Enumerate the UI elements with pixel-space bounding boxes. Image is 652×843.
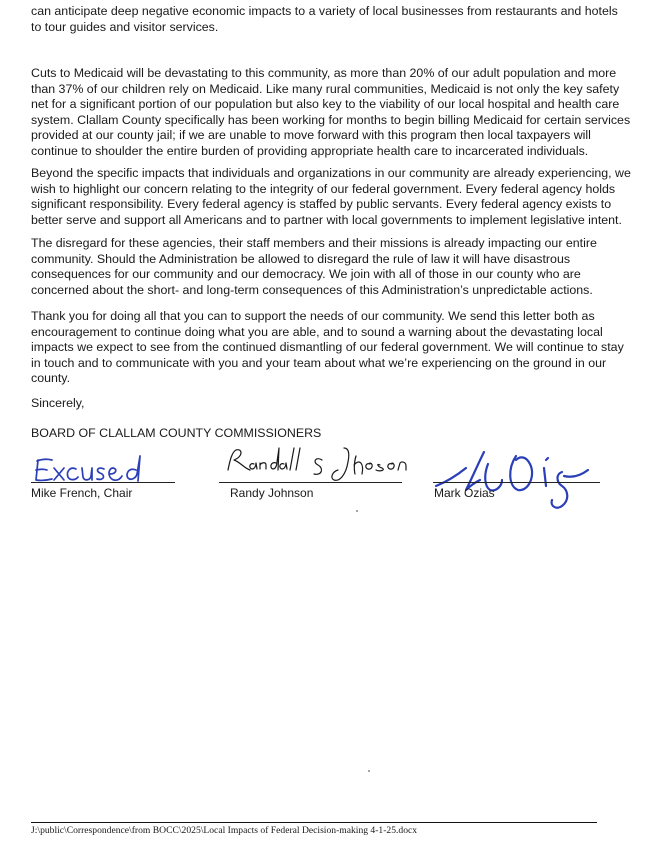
paragraph-thank-you: Thank you for doing all that you can to support the needs of our community. We send this letter both as encouragement to continue doing what you are able, and to sound a warning about the devastating local impacts we expect to see from the continued dismantling of our federal government. We will continue to stay in touch and to communicate with you and your team about what we’re experiencing on the ground in our county. — [31, 309, 624, 386]
signature-line-3 — [433, 482, 600, 483]
footer-file-path: J:\public\Correspondence\from BOCC\2025\Local Impacts of Federal Decision-making 4-1-25.docx — [31, 825, 418, 836]
signer-name-2: Randy Johnson — [230, 486, 314, 500]
signature-randall-johnson — [220, 440, 410, 486]
signature-line-1 — [31, 482, 175, 483]
paragraph-disregard: The disregard for these agencies, their staff members and their missions is already impacting our entire community. Should the Administration be allowed to disregard the rule of law it will have disastrous consequences for our community and our democracy. We join with all of those in our county who are concerned about the short- and long-term consequences of this Administration’s unpredictable actions. — [31, 236, 597, 297]
signature-mark-ozias — [432, 446, 604, 516]
paragraph-federal-integrity: Beyond the specific impacts that individuals and organizations in our community are already experiencing, we wish to highlight our concern relating to the integrity of our federal government. Every federal agency holds significant responsibility. Every federal agency is staffed by public servants. Every federal agency exists to better serve and support all Americans and to partner with local governments to implement legislative intent. — [31, 166, 631, 227]
paragraph-economic-impacts: can anticipate deep negative economic impacts to a variety of local businesses from restaurants and hotels to tour guides and visitor services. — [31, 4, 618, 34]
board-heading: BOARD OF CLALLAM COUNTY COMMISSIONERS — [31, 426, 322, 440]
signer-name-3: Mark Ozias — [434, 486, 495, 500]
signer-name-1: Mike French, Chair — [31, 486, 133, 500]
scan-speck — [368, 770, 370, 772]
closing-salutation: Sincerely, — [31, 396, 85, 410]
footer-rule — [31, 822, 597, 823]
scan-speck — [356, 510, 358, 512]
signature-line-2 — [219, 482, 402, 483]
paragraph-medicaid: Cuts to Medicaid will be devastating to this community, as more than 20% of our adult population and more than 37% of our children rely on Medicaid. Like many rural communities, Medicaid is not only the key safety net for a significant portion of our population but also key to the viability of our local hospital and health care system. Clallam County specifically has been working for months to begin billing Medicaid for certain services provided at our county jail; if we are unable to move forward with this program then local taxpayers will continue to shoulder the entire burden of providing appropriate health care to incarcerated individuals. — [31, 66, 631, 158]
